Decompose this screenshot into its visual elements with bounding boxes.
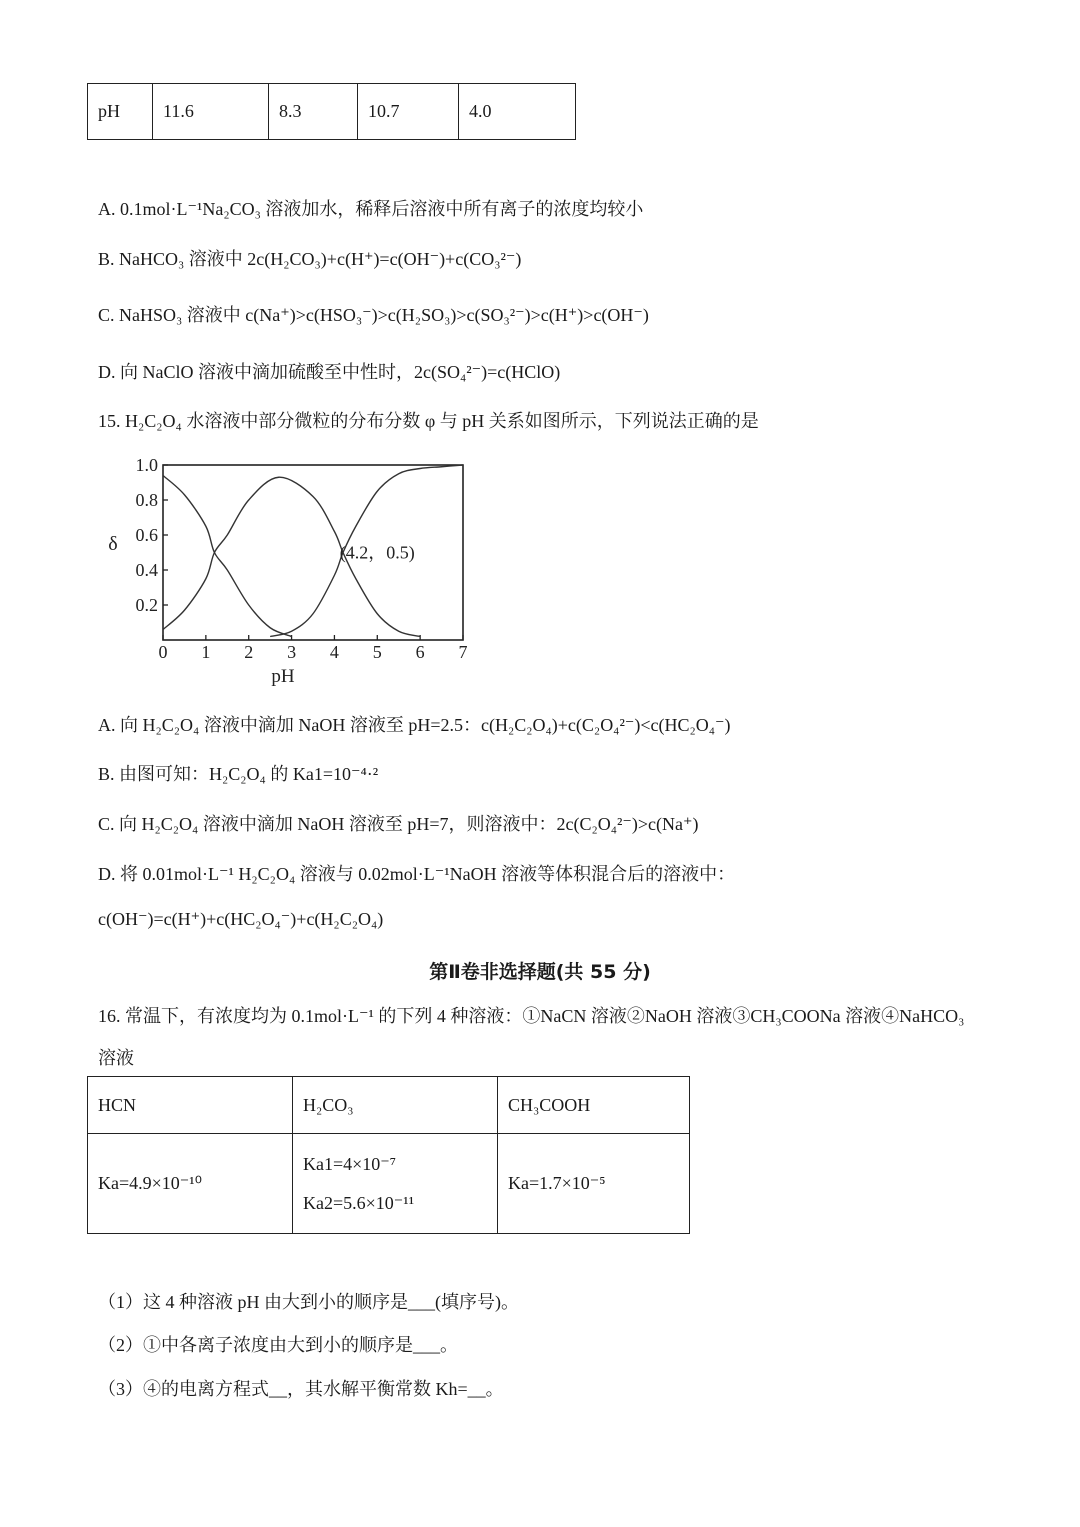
q15-option-a: A. 向 H₂C₂O₄ 溶液中滴加 NaOH 溶液至 pH=2.5：c(H₂C₂O₄)+c(C₂O₄²⁻)<c(HC₂O₄⁻) (98, 715, 731, 735)
x-axis-label: pH (271, 666, 295, 687)
q14-option-a: A. 0.1mol·L⁻¹Na₂CO₃ 溶液加水，稀释后溶液中所有离子的浓度均较小 (98, 199, 644, 219)
ka-header-ch3cooh: CH₃COOH (498, 1077, 690, 1134)
ka-value-ch3cooh: Ka=1.7×10⁻⁵ (498, 1134, 690, 1234)
x-tick-label: 1 (201, 642, 211, 662)
q16-sub-1: （1）这 4 种溶液 pH 由大到小的顺序是___(填序号)。 (98, 1292, 519, 1312)
ka-table (87, 1076, 690, 1234)
ka-header-hcn: HCN (88, 1077, 293, 1134)
y-tick-label: 0.4 (135, 560, 158, 580)
q14-option-c: C. NaHSO₃ 溶液中 c(Na⁺)>c(HSO₃⁻)>c(H₂SO₃)>c(SO₃²⁻)>c(H⁺)>c(OH⁻) (98, 305, 649, 325)
q14-option-b: B. NaHCO₃ 溶液中 2c(H₂CO₃)+c(H⁺)=c(OH⁻)+c(CO₃²⁻) (98, 249, 522, 269)
table-row (88, 1134, 690, 1234)
q15-option-d-continued: c(OH⁻)=c(H⁺)+c(HC₂O₄⁻)+c(H₂C₂O₄) (98, 909, 384, 929)
x-tick-label: 3 (287, 642, 297, 662)
q15-option-d: D. 将 0.01mol·L⁻¹ H₂C₂O₄ 溶液与 0.02mol·L⁻¹NaOH 溶液等体积混合后的溶液中： (98, 864, 736, 884)
x-tick-label: 4 (329, 642, 339, 662)
y-axis-label: δ (108, 532, 118, 555)
q16-stem-continued: 溶液 (98, 1048, 134, 1068)
ka-value-hcn: Ka=4.9×10⁻¹⁰ (88, 1134, 293, 1234)
ph-value: 11.6 (153, 84, 269, 140)
y-tick-label: 1.0 (135, 455, 158, 475)
x-tick-label: 7 (458, 642, 468, 662)
ph-label: pH (88, 84, 153, 140)
section-title: 第Ⅱ卷非选择题(共 55 分) (429, 961, 651, 983)
x-tick-label: 2 (244, 642, 254, 662)
distribution-chart (100, 450, 480, 690)
x-tick-label: 0 (158, 642, 168, 662)
ph-table (87, 83, 576, 140)
table-row (88, 1077, 690, 1134)
table-row (88, 84, 576, 140)
q14-option-d: D. 向 NaClO 溶液中滴加硫酸至中性时，2c(SO₄²⁻)=c(HClO) (98, 362, 561, 382)
ka-header-h2co3: H₂CO₃ (293, 1077, 498, 1134)
q15-option-c: C. 向 H₂C₂O₄ 溶液中滴加 NaOH 溶液至 pH=7，则溶液中：2c(C₂O₄²⁻)>c(Na⁺) (98, 814, 699, 834)
y-tick-label: 0.6 (135, 525, 158, 545)
q15-stem: 15. H₂C₂O₄ 水溶液中部分微粒的分布分数 φ 与 pH 关系如图所示，下列说法正确的是 (98, 411, 759, 431)
ph-value: 10.7 (358, 84, 459, 140)
x-tick-label: 6 (415, 642, 425, 662)
ka1-value: Ka1=4×10⁻⁷ (303, 1153, 397, 1174)
q15-option-b: B. 由图可知：H₂C₂O₄ 的 Ka1=10⁻⁴·² (98, 764, 379, 784)
annotation-label: (4.2，0.5) (339, 542, 415, 563)
y-tick-label: 0.8 (135, 490, 158, 510)
q16-stem: 16. 常温下，有浓度均为 0.1mol·L⁻¹ 的下列 4 种溶液：①NaCN 溶液②NaOH 溶液③CH₃COONa 溶液④NaHCO₃ (98, 1006, 965, 1026)
ph-value: 4.0 (459, 84, 576, 140)
x-tick-label: 5 (372, 642, 382, 662)
q16-sub-2: （2）①中各离子浓度由大到小的顺序是___。 (98, 1335, 458, 1355)
ka-value-h2co3 (293, 1134, 498, 1234)
y-tick-label: 0.2 (135, 595, 158, 615)
ka2-value: Ka2=5.6×10⁻¹¹ (303, 1192, 415, 1213)
q16-sub-3: （3）④的电离方程式__，其水解平衡常数 Kh=__。 (98, 1379, 504, 1399)
ph-value: 8.3 (269, 84, 358, 140)
